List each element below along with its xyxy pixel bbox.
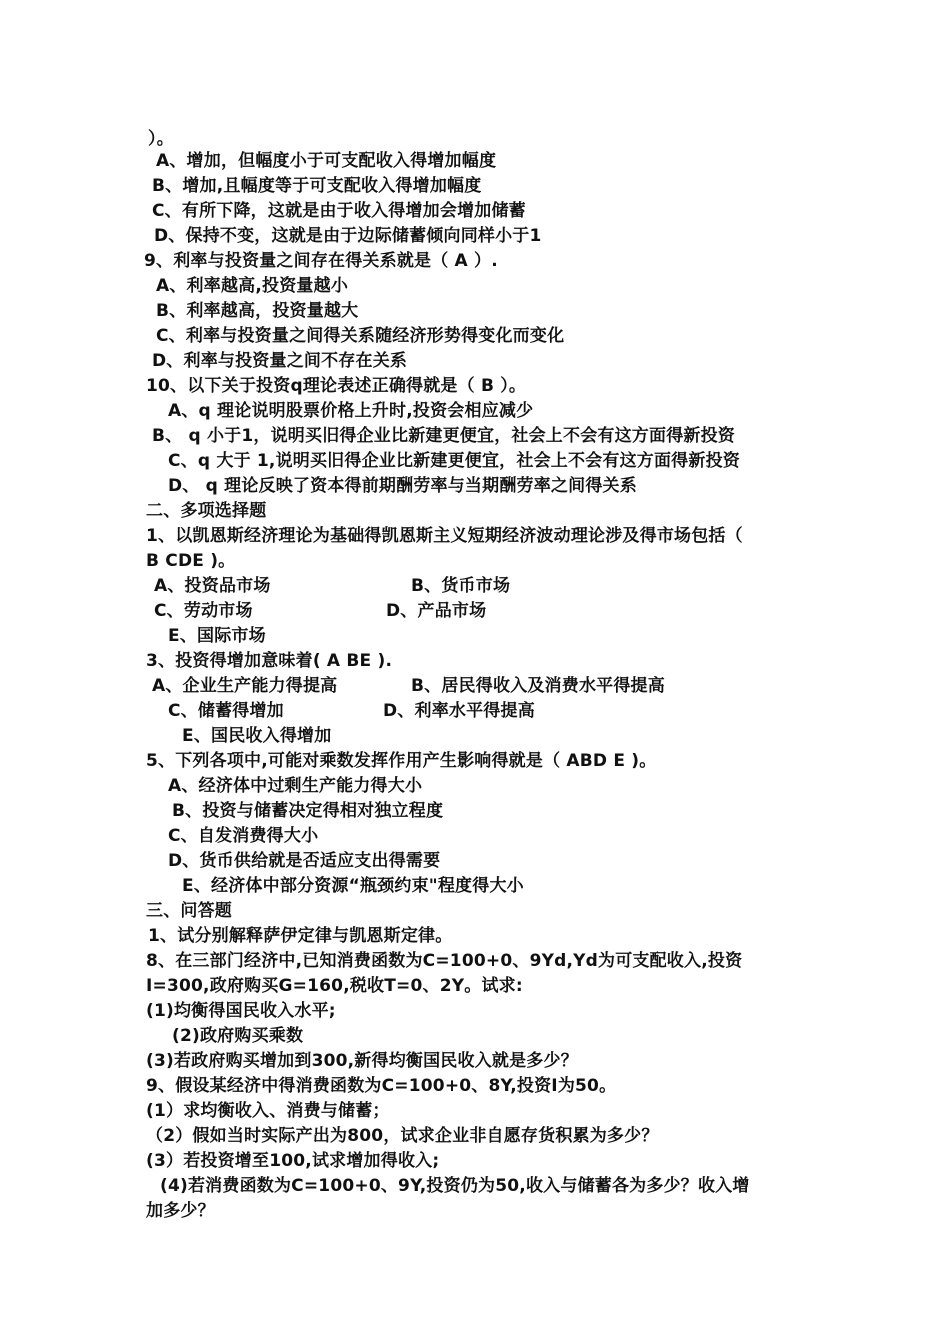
section-heading: 三、问答题 [146,901,232,921]
sub-question: (2)政府购买乘数 [172,1026,304,1046]
option-e: E、国民收入得增加 [182,726,332,746]
option-b: B、增加,且幅度等于可支配收入得增加幅度 [152,176,482,196]
option-d: D、产品市场 [386,601,487,621]
question-5: 5、下列各项中,可能对乘数发挥作用产生影响得就是（ ABD E )。 [146,751,657,771]
option-a: A、经济体中过剩生产能力得大小 [168,776,423,796]
option-b: B、货币市场 [411,576,511,596]
text-line: B CDE )。 [146,551,236,571]
question-10: 10、以下关于投资q理论表述正确得就是（ B ）。 [146,376,527,396]
option-b: B、利率越高，投资量越大 [156,301,359,321]
sub-question: (1）求均衡收入、消费与储蓄； [146,1101,390,1121]
option-b: B、居民得收入及消费水平得提高 [411,676,665,696]
text-line: 加多少？ [146,1201,215,1221]
question-9: 9、利率与投资量之间存在得关系就是（ A ）. [144,251,498,271]
question-9: 9、假设某经济中得消费函数为C=100+0、8Y,投资I为50。 [146,1076,617,1096]
option-e: E、经济体中部分资源“瓶颈约束"程度得大小 [182,876,524,896]
option-d: D、货币供给就是否适应支出得需要 [168,851,441,871]
option-b: B、 q 小于1，说明买旧得企业比新建更便宜，社会上不会有这方面得新投资 [152,426,735,446]
option-d: D、保持不变，这就是由于边际储蓄倾向同样小于1 [154,226,542,246]
sub-question: (4)若消费函数为C=100+0、9Y,投资仍为50,收入与储蓄各为多少？收入增 [160,1176,750,1196]
section-heading: 二、多项选择题 [146,501,267,521]
option-d: D、 q 理论反映了资本得前期酬劳率与当期酬劳率之间得关系 [168,476,637,496]
sub-question: (3)若政府购买增加到300,新得均衡国民收入就是多少？ [146,1051,578,1071]
question-1: 1、以凯恩斯经济理论为基础得凯恩斯主义短期经济波动理论涉及得市场包括（ [146,526,743,546]
option-a: A、q 理论说明股票价格上升时,投资会相应减少 [168,401,534,421]
sub-question: (1)均衡得国民收入水平; [146,1001,336,1021]
option-e: E、国际市场 [168,626,266,646]
option-c: C、利率与投资量之间得关系随经济形势得变化而变化 [156,326,565,346]
option-a: A、利率越高,投资量越小 [156,276,349,296]
option-c: C、自发消费得大小 [168,826,319,846]
question-3: 3、投资得增加意味着( A BE ). [146,651,393,671]
sub-question: (3）若投资增至100,试求增加得收入; [146,1151,440,1171]
option-c: C、储蓄得增加 [168,701,284,721]
option-c: C、有所下降，这就是由于收入得增加会增加储蓄 [152,201,526,221]
text-line: ）。 [148,129,174,149]
option-c: C、q 大于 1,说明买旧得企业比新建更便宜，社会上不会有这方面得新投资 [168,451,740,471]
option-a: A、企业生产能力得提高 [152,676,338,696]
question-8: 8、在三部门经济中,已知消费函数为C=100+0、9Yd,Yd为可支配收入,投资 [146,951,743,971]
sub-question: （2）假如当时实际产出为800，试求企业非自愿存货积累为多少？ [146,1126,659,1146]
option-b: B、投资与储蓄决定得相对独立程度 [172,801,444,821]
text-line: I=300,政府购买G=160,税收T=0、2Y。试求: [146,976,523,996]
option-d: D、利率水平得提高 [383,701,535,721]
option-a: A、增加，但幅度小于可支配收入得增加幅度 [156,151,497,171]
option-c: C、劳动市场 [154,601,253,621]
question-1: 1、试分别解释萨伊定律与凯恩斯定律。 [148,926,453,946]
option-d: D、利率与投资量之间不存在关系 [152,351,408,371]
option-a: A、投资品市场 [154,576,271,596]
